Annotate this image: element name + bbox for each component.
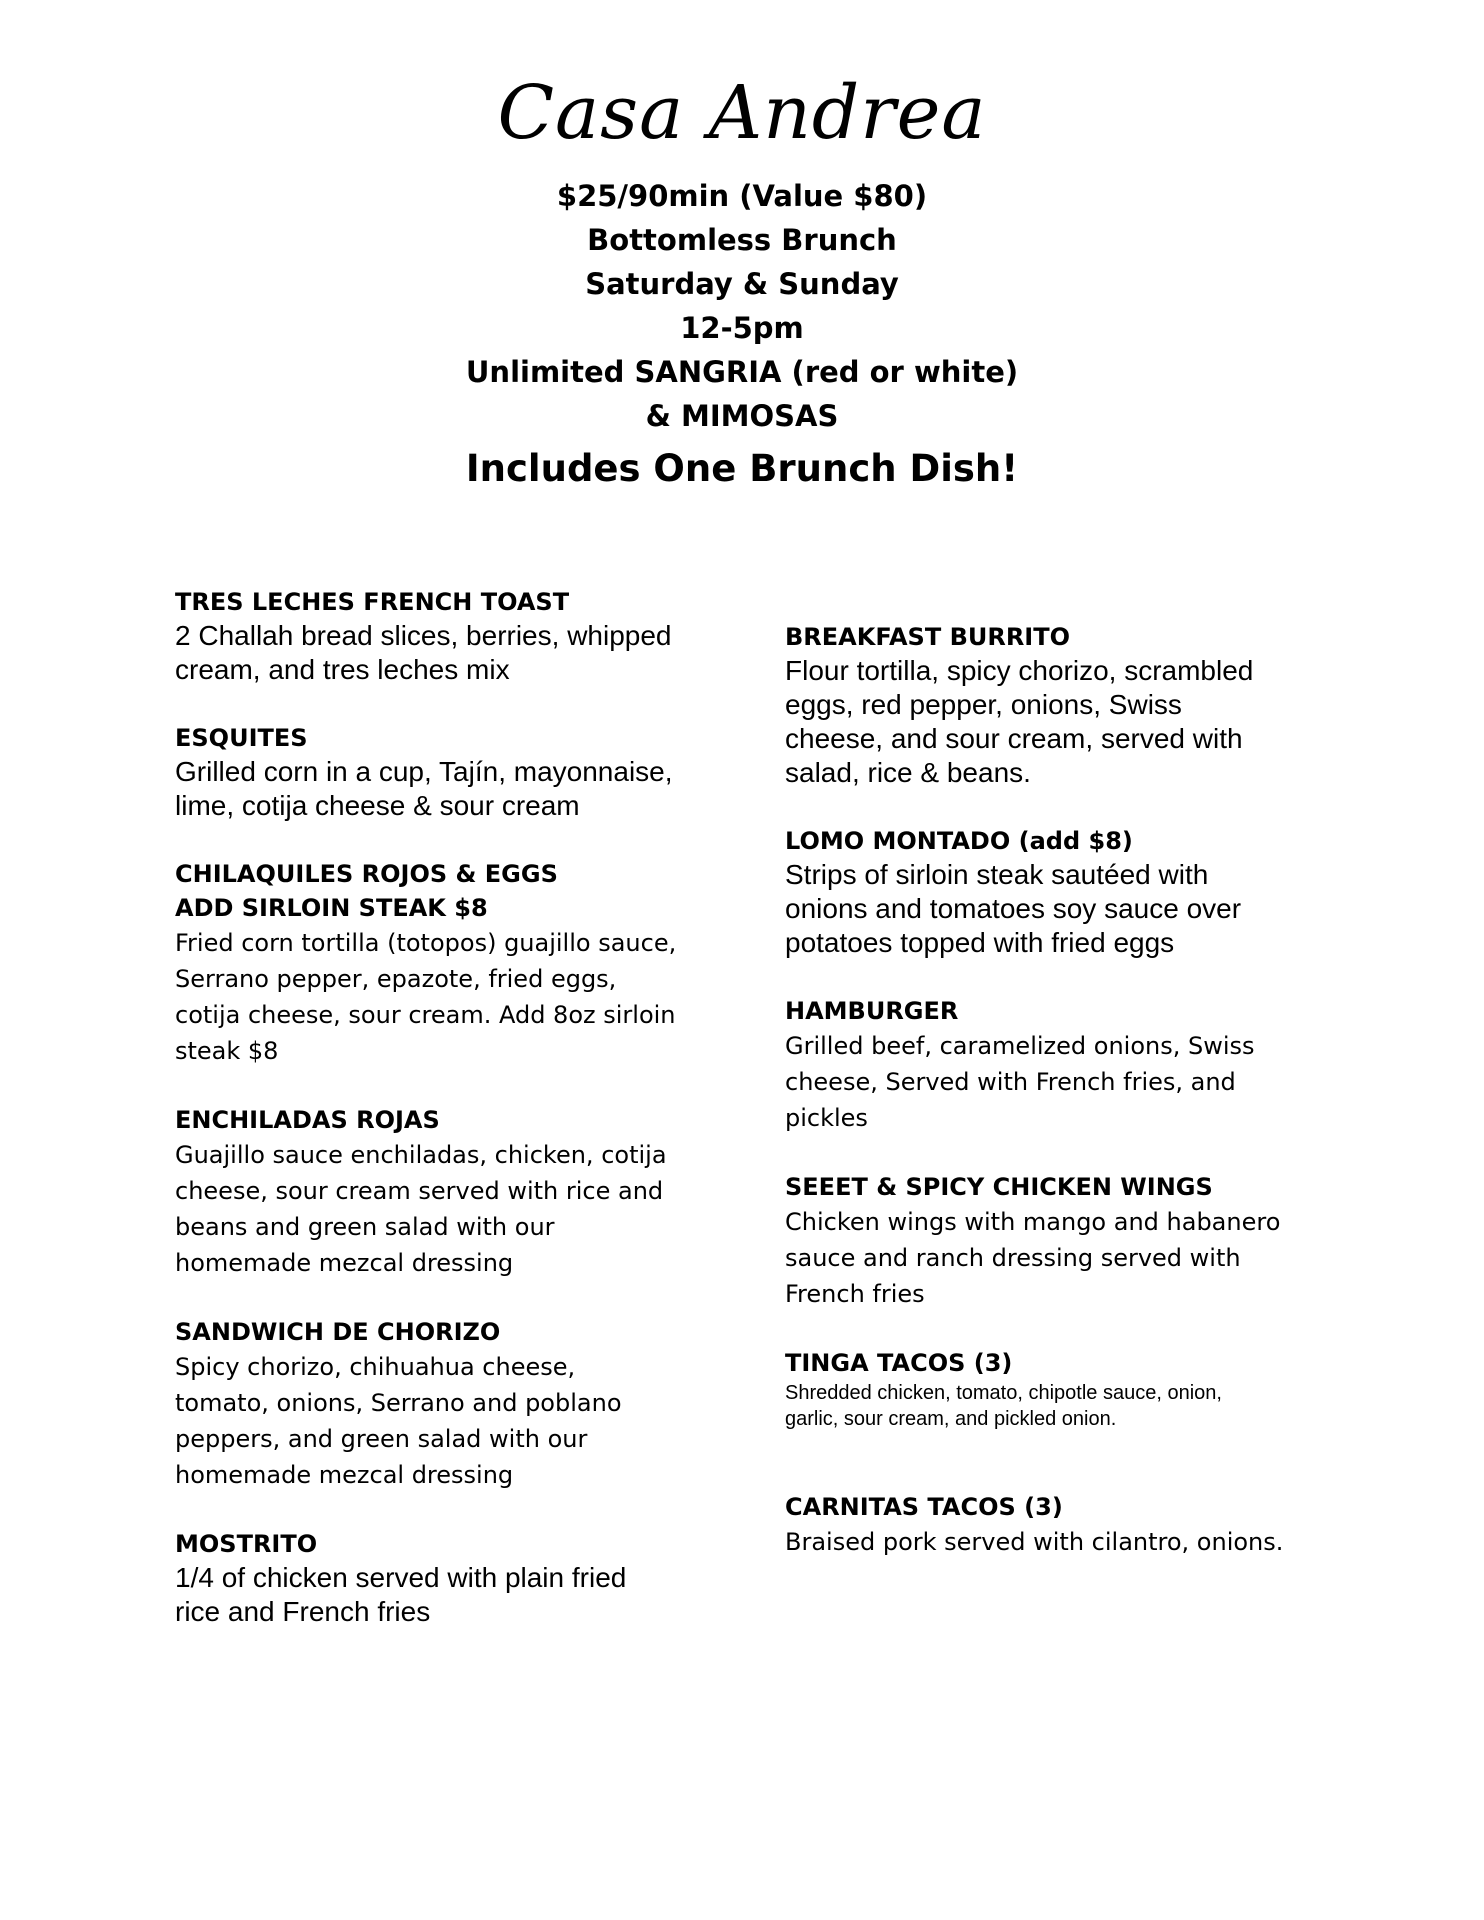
menu-item-description-line: French fries	[785, 1280, 925, 1308]
menu-item-name: ESQUITES	[175, 724, 308, 752]
menu-item-description-line: tomato, onions, Serrano and poblano	[175, 1389, 622, 1417]
menu-item-description-line: steak $8	[175, 1037, 279, 1065]
menu-item-chicken-wings	[785, 1170, 1345, 1312]
menu-item-description-line: Shredded chicken, tomato, chipotle sauce, onion,	[785, 1382, 1222, 1404]
menu-item-description-line: beans and green salad with our	[175, 1213, 555, 1241]
menu-item-description-line: homemade mezcal dressing	[175, 1249, 514, 1277]
menu-item-description-line: cheese, Served with French fries, and	[785, 1068, 1236, 1096]
menu-item-lomo-montado	[785, 824, 1345, 960]
menu-item-description-line: cheese, and sour cream, served with	[785, 723, 1243, 754]
menu-item-name: SEEET & SPICY CHICKEN WINGS	[785, 1173, 1213, 1201]
menu-item-description-line: Serrano pepper, epazote, fried eggs,	[175, 965, 617, 993]
menu-item-name: LOMO MONTADO (add $8)	[785, 827, 1133, 855]
promo-price: $25/90min (Value $80)	[556, 179, 928, 213]
menu-item-description-line: garlic, sour cream, and pickled onion.	[785, 1408, 1117, 1430]
menu-item-description-line: Chicken wings with mango and habanero	[785, 1208, 1281, 1236]
menu-item-description-line: onions and tomatoes soy sauce over	[785, 893, 1242, 924]
menu-item-mostrito	[175, 1527, 735, 1629]
menu-item-description-line: lime, cotija cheese & sour cream	[175, 790, 580, 821]
promo-drinks-line2: & MIMOSAS	[645, 399, 839, 433]
menu-item-description-line: homemade mezcal dressing	[175, 1461, 514, 1489]
menu-item-name: HAMBURGER	[785, 997, 959, 1025]
menu-item-chilaquiles	[175, 857, 735, 1069]
promo-includes: Includes One Brunch Dish!	[465, 447, 1019, 490]
menu-item-enchiladas-rojas	[175, 1103, 735, 1281]
menu-item-description-line: rice and French fries	[175, 1596, 431, 1627]
menu-item-description-line: cream, and tres leches mix	[175, 654, 510, 685]
menu-item-description-line: Grilled corn in a cup, Tajín, mayonnaise,	[175, 756, 673, 787]
menu-item-esquites	[175, 721, 735, 823]
restaurant-title: Casa Andrea	[497, 70, 987, 156]
menu-item-description-line: salad, rice & beans.	[785, 757, 1031, 788]
menu-item-name: CHILAQUILES ROJOS & EGGS	[175, 860, 558, 888]
menu-item-description-line: Grilled beef, caramelized onions, Swiss	[785, 1032, 1255, 1060]
menu-item-name: CARNITAS TACOS (3)	[785, 1493, 1063, 1521]
menu-item-description-line: cheese, sour cream served with rice and	[175, 1177, 664, 1205]
menu-item-sandwich-de-chorizo	[175, 1315, 735, 1493]
menu-item-description-line: Fried corn tortilla (totopos) guajillo sauce,	[175, 929, 677, 957]
menu-item-name: TRES LECHES FRENCH TOAST	[175, 588, 570, 616]
menu-item-breakfast-burrito	[785, 620, 1345, 790]
menu-item-description-line: pickles	[785, 1104, 868, 1132]
promo-drinks-line1: Unlimited SANGRIA (red or white)	[465, 355, 1019, 389]
menu-item-description-line: eggs, red pepper, onions, Swiss	[785, 689, 1182, 720]
menu-column-left	[175, 585, 735, 1629]
menu-item-description-line: Guajillo sauce enchiladas, chicken, cotija	[175, 1141, 667, 1169]
menu-item-description-line: sauce and ranch dressing served with	[785, 1244, 1241, 1272]
menu-item-tres-leches-french-toast	[175, 585, 735, 687]
menu-item-name: TINGA TACOS (3)	[785, 1349, 1013, 1377]
menu-item-carnitas-tacos	[785, 1490, 1345, 1560]
menu-item-name: SANDWICH DE CHORIZO	[175, 1318, 501, 1346]
promo-hours: 12-5pm	[680, 311, 804, 345]
menu-item-name: ENCHILADAS ROJAS	[175, 1106, 440, 1134]
menu-item-description-line: potatoes topped with fried eggs	[785, 927, 1175, 958]
promo-offer: Bottomless Brunch	[587, 223, 897, 257]
menu-item-tinga-tacos	[785, 1346, 1345, 1432]
menu-item-description-line: Flour tortilla, spicy chorizo, scrambled	[785, 655, 1254, 686]
menu-item-hamburger	[785, 994, 1345, 1136]
menu-item-name-addon: ADD SIRLOIN STEAK $8	[175, 894, 488, 922]
menu-item-description-line: 1/4 of chicken served with plain fried	[175, 1562, 627, 1593]
menu-column-right	[785, 620, 1345, 1560]
menu-item-name: BREAKFAST BURRITO	[785, 623, 1071, 651]
menu-item-description-line: cotija cheese, sour cream. Add 8oz sirloin	[175, 1001, 676, 1029]
menu-item-description-line: Braised pork served with cilantro, onions.	[785, 1528, 1284, 1556]
menu-item-description-line: Spicy chorizo, chihuahua cheese,	[175, 1353, 576, 1381]
menu-item-description-line: peppers, and green salad with our	[175, 1425, 588, 1453]
menu-item-description-line: 2 Challah bread slices, berries, whipped	[175, 620, 672, 651]
menu-item-description-line: Strips of sirloin steak sautéed with	[785, 859, 1209, 890]
menu-item-name: MOSTRITO	[175, 1530, 318, 1558]
promo-days: Saturday & Sunday	[585, 267, 899, 301]
